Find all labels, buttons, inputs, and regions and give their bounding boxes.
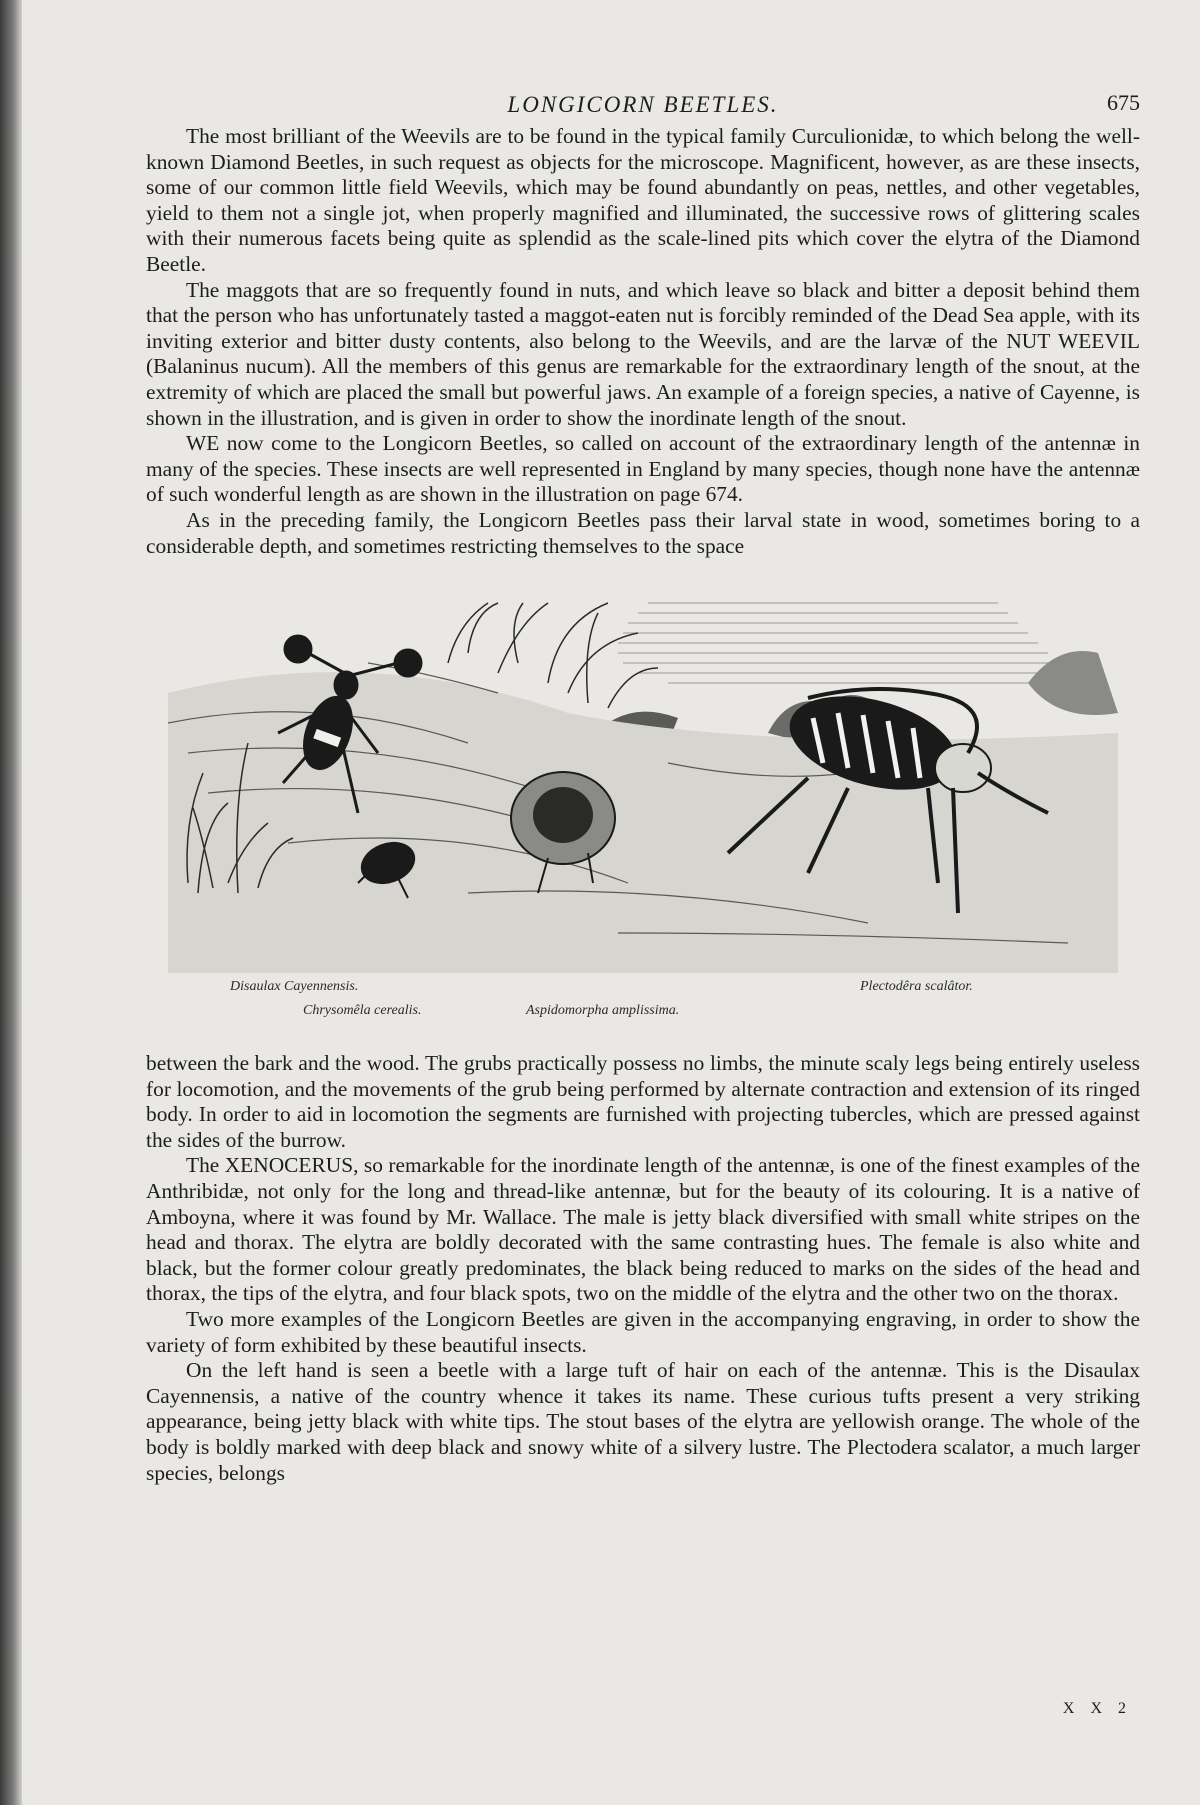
figure-caption: Chrysomêla cerealis. bbox=[303, 1003, 422, 1019]
figure-caption: Plectodêra scalâtor. bbox=[860, 979, 973, 995]
paragraph: On the left hand is seen a beetle with a large tuft of hair on each of the antennæ. This is the Disaulax Cayennensis, a native of the country whence it takes its name. These curious tufts present a very striking appearance, being jetty black with white tips. The stout bases of the elytra are yellowish orange. The whole of the body is boldly marked with deep black and snowy white of a silvery lustre. The Plectodera scalator, a much larger species, belongs bbox=[146, 1358, 1140, 1485]
paragraph: The most brilliant of the Weevils are to be found in the typical family Curculionidæ, to which belong the well-known Diamond Beetles, in such request as objects for the microscope. Magnificent, however, as are these insects, some of our common little field Weevils, which may be found abundantly on peas, nettles, and other vegetables, yield to them not a single jot, when properly magnified and illuminated, the successive rows of glittering scales with their numerous facets being quite as splendid as the scale-lined pits which cover the elytra of the Diamond Beetle. bbox=[146, 124, 1140, 276]
running-head bbox=[146, 80, 1140, 124]
paragraph: The XENOCERUS, so remarkable for the inordinate length of the antennæ, is one of the finest examples of the Anthribidæ, not only for the long and thread-like antennæ, but for the beauty of its colouring. It is a native of Amboyna, where it was found by Mr. Wallace. The male is jetty black diversified with small white stripes on the head and thorax. The elytra are boldly decorated with the same contrasting hues. The female is also white and black, but the former colour greatly predominates, the black being reduced to marks on the sides of the head and thorax, the tips of the elytra, and four black spots, two on the middle of the elytra and the other two on the thorax. bbox=[146, 1153, 1140, 1306]
paragraph: between the bark and the wood. The grubs practically possess no limbs, the minute scaly legs being entirely useless for locomotion, and the movements of the grub being performed by alternate contraction and extension of its ringed body. In order to aid in locomotion the segments are furnished with projecting tubercles, which are pressed against the sides of the burrow. bbox=[146, 1051, 1140, 1152]
paragraph: The maggots that are so frequently found in nuts, and which leave so black and bitter a deposit behind them that the person who has unfortunately tasted a maggot-eaten nut is forcibly reminded of the Dead Sea apple, with its inviting exterior and bitter dusty contents, also belong to the Weevils, and are the larvæ of the NUT WEEVIL (Balaninus nucum). All the members of this genus are remarkable for the extraordinary length of the snout, at the extremity of which are placed the small but powerful jaws. An example of a foreign species, a native of Cayenne, is shown in the illustration, and is given in order to show the inordinate length of the snout. bbox=[146, 277, 1140, 430]
book-spine-shadow bbox=[0, 0, 22, 1805]
paragraph: As in the preceding family, the Longicorn Beetles pass their larval state in wood, sometimes boring to a considerable depth, and sometimes restricting themselves to the space bbox=[146, 507, 1140, 558]
beetle-engraving-illustration bbox=[168, 583, 1118, 973]
paragraph: Two more examples of the Longicorn Beetles are given in the accompanying engraving, in order to show the variety of form exhibited by these beautiful insects. bbox=[146, 1307, 1140, 1357]
figure-caption: Aspidomorpha amplissima. bbox=[526, 1003, 680, 1019]
signature-mark: X X 2 bbox=[1062, 1700, 1132, 1717]
beetle-engraving-figure bbox=[146, 583, 1140, 1051]
paragraph: WE now come to the Longicorn Beetles, so called on account of the extraordinary length of the antennæ in many of the species. These insects are well represented in England by many species, though none have the antennæ of such wonderful length as are shown in the illustration on page 674. bbox=[146, 431, 1140, 507]
figure-caption: Disaulax Cayennensis. bbox=[230, 979, 359, 995]
page-number: 675 bbox=[1107, 90, 1140, 115]
page-title: LONGICORN BEETLES. bbox=[507, 92, 779, 117]
page bbox=[146, 80, 1140, 1486]
